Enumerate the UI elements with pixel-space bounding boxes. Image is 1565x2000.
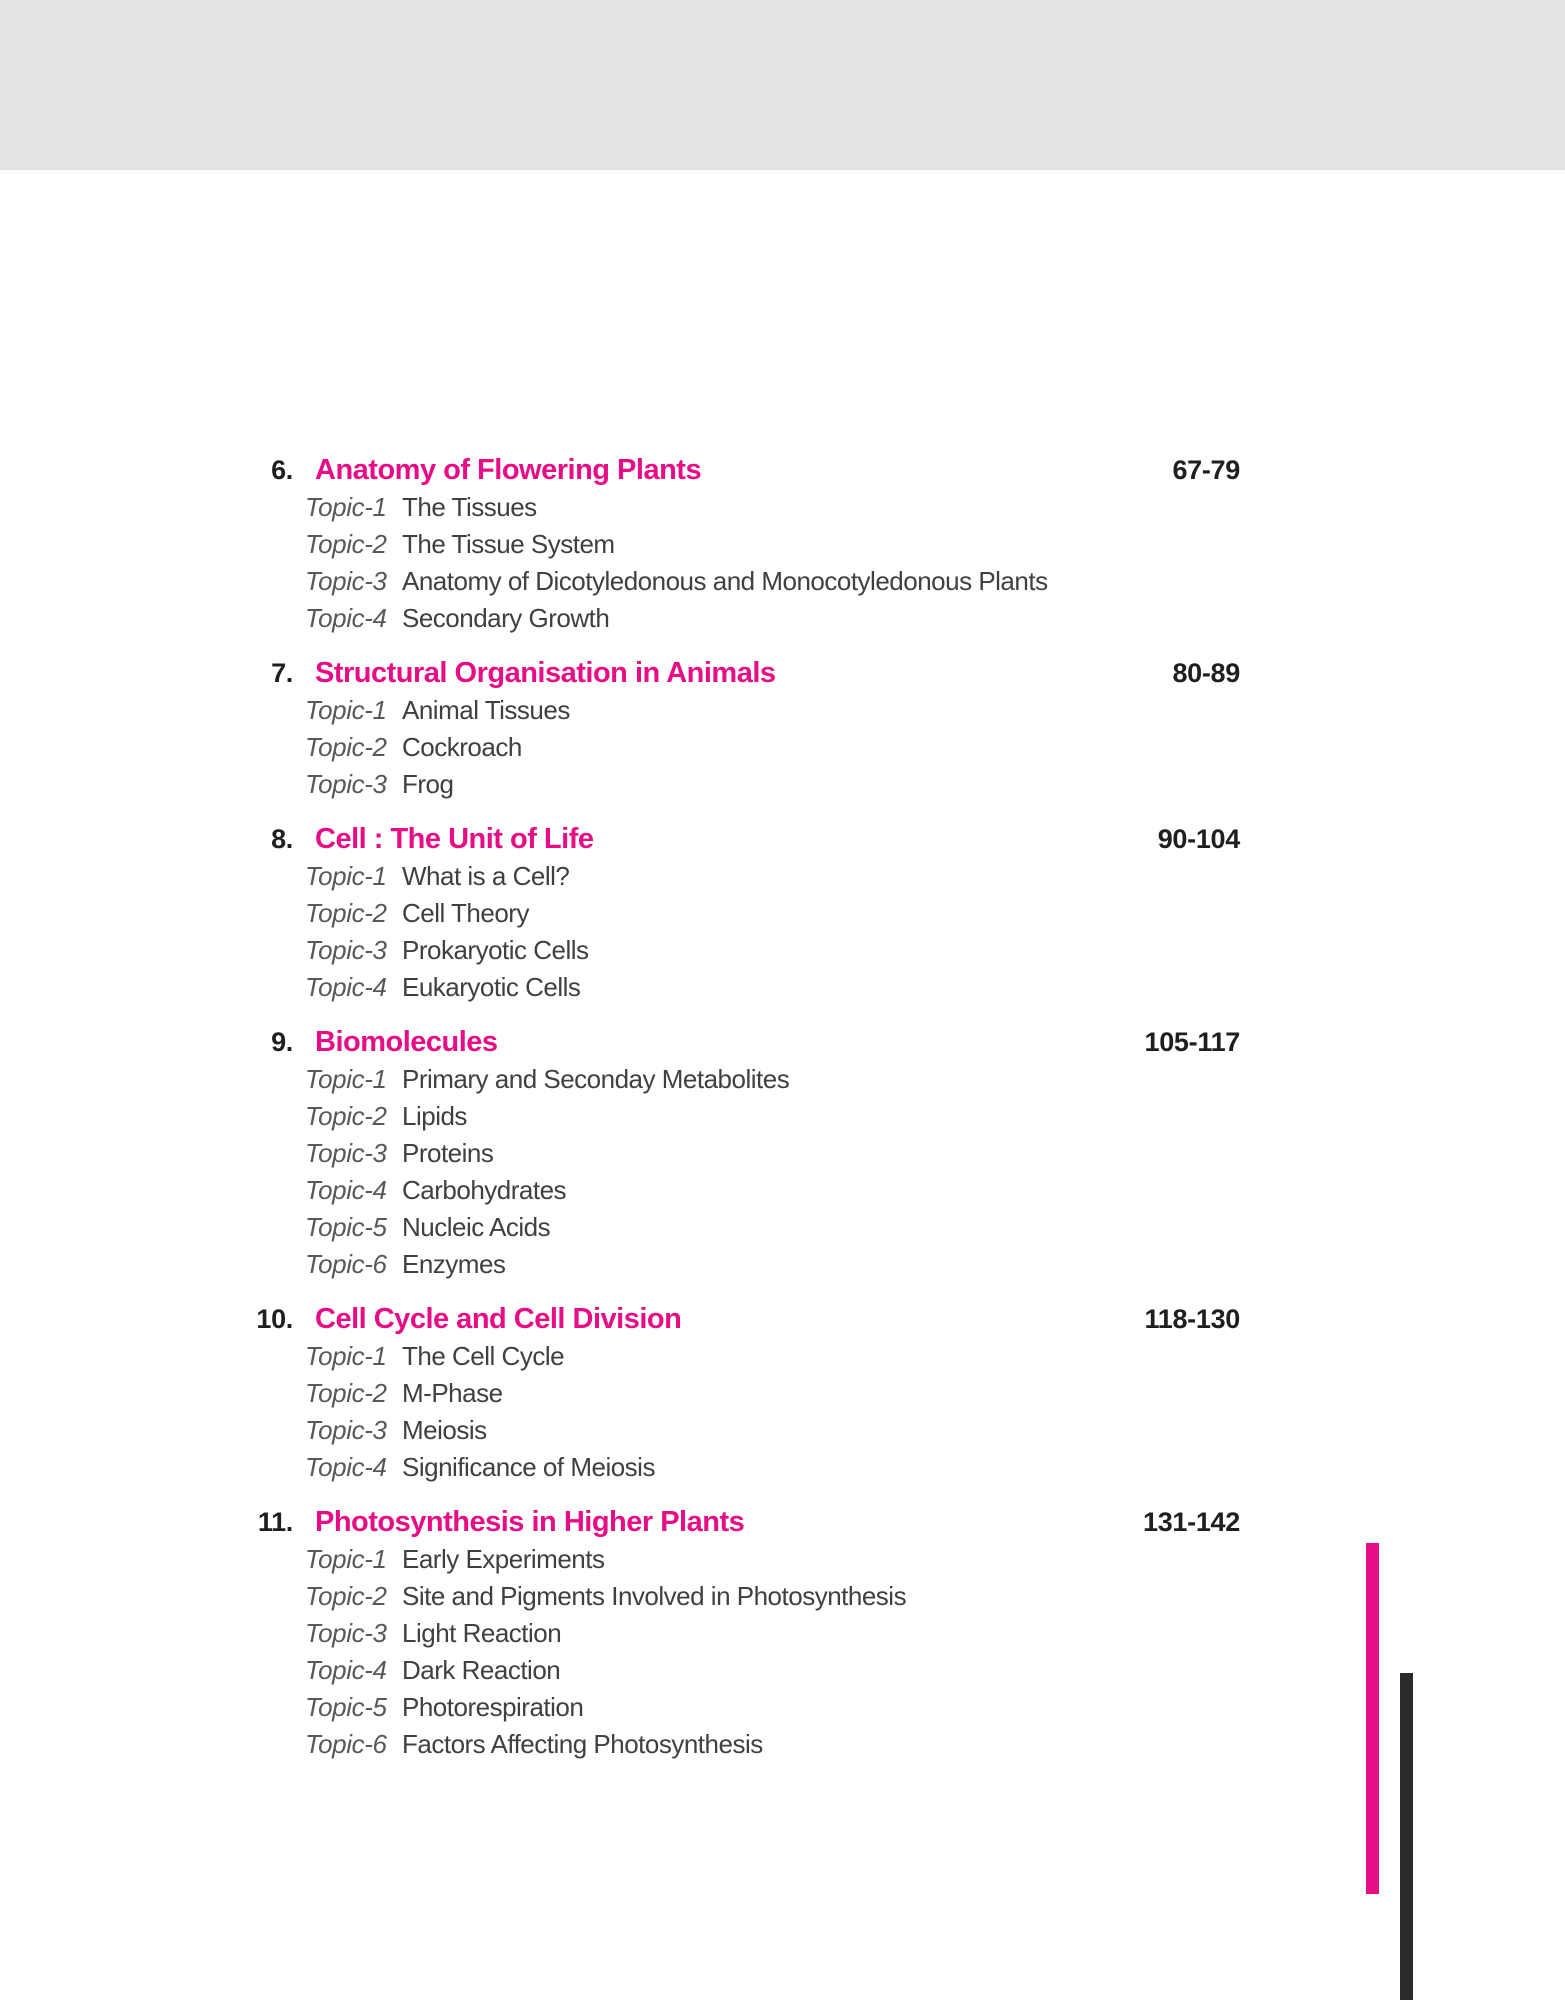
topic-name: Significance of Meiosis	[402, 1452, 655, 1482]
topic-label: Topic-3	[305, 935, 387, 965]
chapter-number: 11.	[257, 1507, 293, 1537]
topic-label: Topic-1	[305, 1064, 387, 1094]
topic-row	[0, 1578, 1565, 1615]
topic-name: The Cell Cycle	[402, 1341, 565, 1371]
chapter-title: Cell Cycle and Cell Division	[315, 1303, 682, 1335]
topic-row	[0, 1449, 1565, 1486]
chapter-heading	[0, 655, 1565, 692]
topic-row	[0, 526, 1565, 563]
topic-row	[0, 489, 1565, 526]
topic-row	[0, 1375, 1565, 1412]
topic-name: Enzymes	[402, 1249, 506, 1279]
chapter-title: Biomolecules	[315, 1026, 498, 1058]
chapter-page-range: 67-79	[1172, 455, 1240, 485]
topic-name: Carbohydrates	[402, 1175, 567, 1205]
topic-label: Topic-3	[305, 769, 387, 799]
topic-label: Topic-1	[305, 492, 387, 522]
topic-name: Early Experiments	[402, 1544, 605, 1574]
topic-label: Topic-2	[305, 1581, 387, 1611]
topic-row	[0, 563, 1565, 600]
topic-row	[0, 932, 1565, 969]
topic-name: Meiosis	[402, 1415, 487, 1445]
topic-name: What is a Cell?	[402, 861, 570, 891]
topic-label: Topic-5	[305, 1212, 387, 1242]
chapter-heading	[0, 1301, 1565, 1338]
topic-name: The Tissues	[402, 492, 537, 522]
top-gray-band	[0, 0, 1565, 170]
topic-name: Proteins	[402, 1138, 494, 1168]
topic-name: Factors Affecting Photosynthesis	[402, 1729, 763, 1759]
topic-name: Prokaryotic Cells	[402, 935, 589, 965]
chapter-title: Anatomy of Flowering Plants	[315, 454, 702, 486]
topic-name: Anatomy of Dicotyledonous and Monocotyledonous Plants	[402, 566, 1048, 596]
chapter-page-range: 80-89	[1172, 658, 1240, 688]
chapter-heading	[0, 821, 1565, 858]
chapter-heading	[0, 1504, 1565, 1541]
topic-name: Photorespiration	[402, 1692, 584, 1722]
topic-row	[0, 1338, 1565, 1375]
chapter-title: Cell : The Unit of Life	[315, 823, 594, 855]
chapter-number: 10.	[256, 1304, 293, 1334]
chapter-page-range: 105-117	[1144, 1027, 1240, 1057]
topic-label: Topic-4	[305, 972, 387, 1002]
topic-label: Topic-2	[305, 732, 387, 762]
topic-row	[0, 1098, 1565, 1135]
chapter-number: 8.	[271, 824, 293, 854]
chapter-heading	[0, 1024, 1565, 1061]
topic-label: Topic-2	[305, 1378, 387, 1408]
topic-row	[0, 895, 1565, 932]
topic-row	[0, 600, 1565, 637]
topic-name: Frog	[402, 769, 454, 799]
topic-row	[0, 1172, 1565, 1209]
topic-name: Light Reaction	[402, 1618, 562, 1648]
chapter-block	[0, 452, 1565, 637]
topic-row	[0, 1061, 1565, 1098]
topic-name: Nucleic Acids	[402, 1212, 551, 1242]
topic-row	[0, 1652, 1565, 1689]
topic-label: Topic-6	[305, 1729, 387, 1759]
topic-label: Topic-1	[305, 861, 387, 891]
topic-row	[0, 1412, 1565, 1449]
chapter-page-range: 90-104	[1157, 824, 1240, 854]
topic-row	[0, 969, 1565, 1006]
black-accent-bar	[1400, 1673, 1413, 2000]
topic-label: Topic-3	[305, 566, 387, 596]
topic-label: Topic-2	[305, 529, 387, 559]
topic-label: Topic-3	[305, 1618, 387, 1648]
pink-accent-bar	[1366, 1543, 1379, 1894]
topic-row	[0, 1209, 1565, 1246]
chapter-page-range: 118-130	[1144, 1304, 1240, 1334]
topic-row	[0, 729, 1565, 766]
topic-name: The Tissue System	[402, 529, 615, 559]
topic-name: Eukaryotic Cells	[402, 972, 581, 1002]
toc-list	[0, 452, 1565, 1781]
chapter-block	[0, 1024, 1565, 1283]
topic-row	[0, 1615, 1565, 1652]
topic-label: Topic-4	[305, 1175, 387, 1205]
topic-label: Topic-4	[305, 1452, 387, 1482]
topic-label: Topic-4	[305, 1655, 387, 1685]
chapter-number: 6.	[271, 455, 293, 485]
topic-label: Topic-3	[305, 1138, 387, 1168]
topic-row	[0, 1726, 1565, 1763]
chapter-title: Structural Organisation in Animals	[315, 657, 776, 689]
topic-name: Lipids	[402, 1101, 467, 1131]
chapter-block	[0, 655, 1565, 803]
chapter-page-range: 131-142	[1143, 1507, 1240, 1537]
topic-name: Animal Tissues	[402, 695, 570, 725]
topic-name: Dark Reaction	[402, 1655, 561, 1685]
topic-row	[0, 692, 1565, 729]
topic-name: Site and Pigments Involved in Photosynthesis	[402, 1581, 907, 1611]
topic-label: Topic-4	[305, 603, 387, 633]
chapter-title: Photosynthesis in Higher Plants	[315, 1506, 745, 1538]
topic-name: M-Phase	[402, 1378, 503, 1408]
topic-name: Cockroach	[402, 732, 522, 762]
topic-label: Topic-1	[305, 1544, 387, 1574]
topic-row	[0, 1689, 1565, 1726]
topic-label: Topic-5	[305, 1692, 387, 1722]
chapter-heading	[0, 452, 1565, 489]
topic-label: Topic-2	[305, 1101, 387, 1131]
topic-row	[0, 1135, 1565, 1172]
chapter-block	[0, 1504, 1565, 1763]
topic-label: Topic-1	[305, 1341, 387, 1371]
topic-label: Topic-1	[305, 695, 387, 725]
chapter-block	[0, 821, 1565, 1006]
topic-label: Topic-2	[305, 898, 387, 928]
topic-name: Secondary Growth	[402, 603, 610, 633]
chapter-number: 9.	[271, 1027, 293, 1057]
topic-row	[0, 1541, 1565, 1578]
chapter-block	[0, 1301, 1565, 1486]
topic-name: Primary and Seconday Metabolites	[402, 1064, 790, 1094]
topic-row	[0, 1246, 1565, 1283]
chapter-number: 7.	[271, 658, 293, 688]
topic-row	[0, 858, 1565, 895]
topic-label: Topic-3	[305, 1415, 387, 1445]
topic-row	[0, 766, 1565, 803]
topic-name: Cell Theory	[402, 898, 529, 928]
topic-label: Topic-6	[305, 1249, 387, 1279]
